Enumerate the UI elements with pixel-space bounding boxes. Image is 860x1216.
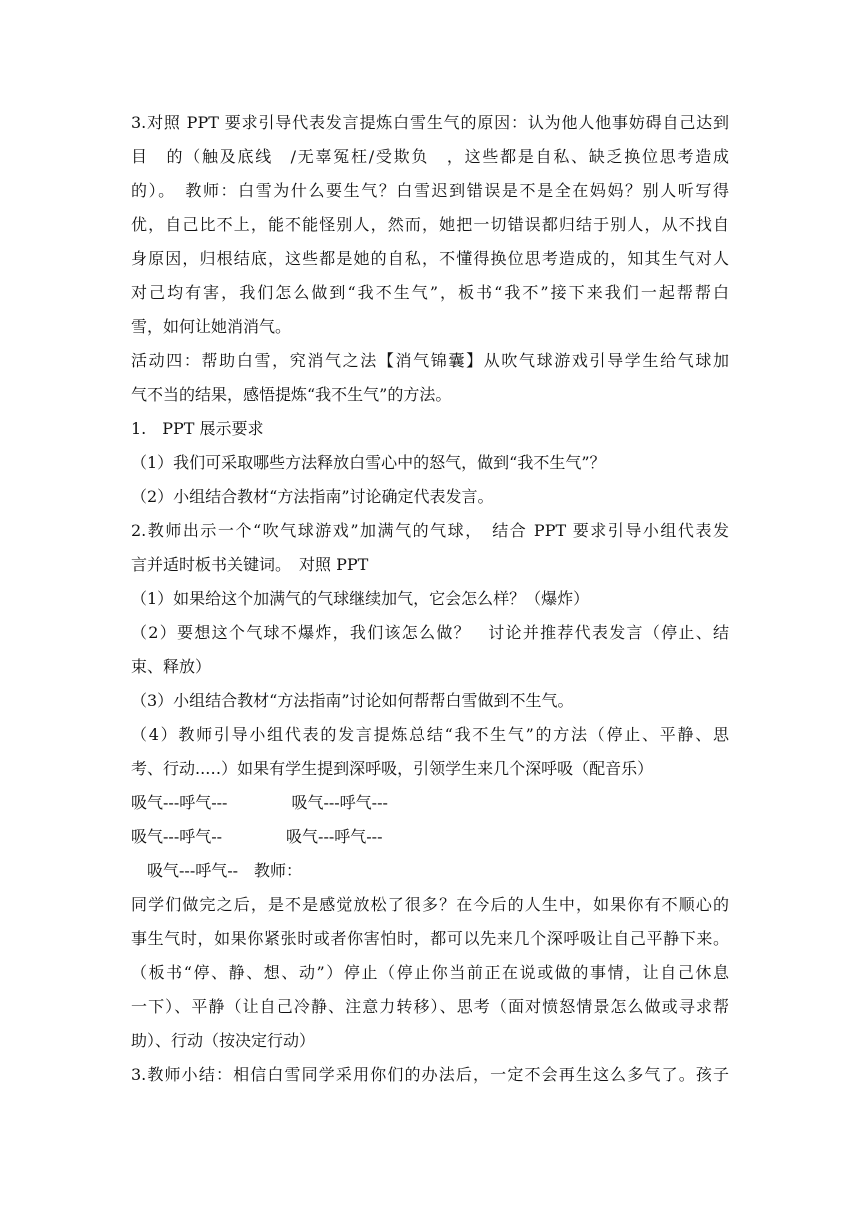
text-line: 事生气时，如果你紧张时或者你害怕时，都可以先来几个深呼吸让自己平静下来。	[131, 929, 729, 948]
text-line: （2）要想这个气球不爆炸，我们该怎么做？ 讨论并推荐代表发言（停止、结	[131, 623, 729, 642]
text-line: （1）我们可采取哪些方法释放白雪心中的怒气，做到“我不生气”？	[131, 453, 606, 472]
text-line: 吸气---呼气-- 教师：	[131, 861, 303, 880]
text-line: （板书“停、静、想、动”）停止（停止你当前正在说或做的事情，让自己休息	[131, 963, 729, 982]
text-line: 的）。 教师：白雪为什么要生气？白雪迟到错误是不是全在妈妈？别人听写得	[131, 181, 729, 200]
text-line: 优，自己比不上，能不能怪别人，然而，她把一切错误都归结于别人，从不找自	[131, 215, 729, 234]
text-line: 吸气---呼气--- 吸气---呼气---	[131, 793, 388, 812]
text-line: 对己均有害，我们怎么做到“我不生气”，板书“我不”接下来我们一起帮帮白	[131, 283, 729, 302]
text-line: 考、行动..…）如果有学生提到深呼吸，引领学生来几个深呼吸（配音乐）	[131, 759, 654, 778]
text-line: 雪，如何让她消消气。	[131, 317, 292, 336]
document-body	[131, 106, 729, 1092]
text-line: 3.教师小结：相信白雪同学采用你们的办法后，一定不会再生这么多气了。孩子	[131, 1065, 729, 1084]
text-line: 一下）、平静（让自己冷静、注意力转移）、思考（面对愤怒情景怎么做或寻求帮	[131, 997, 729, 1016]
text-line: 束、释放）	[131, 657, 212, 676]
text-line: 言并适时板书关键词。 对照 PPT	[131, 555, 369, 574]
text-line: 吸气---呼气-- 吸气---呼气---	[131, 827, 383, 846]
text-line: （3）小组结合教材“方法指南”讨论如何帮帮白雪做到不生气。	[131, 691, 574, 710]
text-line: 身原因，归根结底，这些都是她的自私，不懂得换位思考造成的，知其生气对人	[131, 249, 729, 268]
text-line: （4）教师引导小组代表的发言提炼总结“我不生气”的方法（停止、平静、思	[131, 725, 729, 744]
text-line: （1）如果给这个加满气的气球继续加气，它会怎么样？（爆炸）	[131, 589, 590, 608]
text-line: 气不当的结果，感悟提炼“我不生气”的方法。	[131, 385, 452, 404]
text-line: （2）小组结合教材“方法指南”讨论确定代表发言。	[131, 487, 494, 506]
text-line: 目 的（触及底线 /无辜冤枉/受欺负 ，这些都是自私、缺乏换位思考造成	[131, 147, 729, 166]
text-line: 同学们做完之后，是不是感觉放松了很多？在今后的人生中，如果你有不顺心的	[131, 895, 729, 914]
text-line: 助）、行动（按决定行动）	[131, 1031, 316, 1050]
text-line: 3.对照 PPT 要求引导代表发言提炼白雪生气的原因：认为他人他事妨碍自己达到	[131, 113, 729, 132]
text-line: 1. PPT 展示要求	[131, 419, 264, 438]
text-line: 活动四：帮助白雪，究消气之法【消气锦囊】从吹气球游戏引导学生给气球加	[131, 351, 729, 370]
text-line: 2.教师出示一个“吹气球游戏”加满气的气球， 结合 PPT 要求引导小组代表发	[131, 521, 729, 540]
